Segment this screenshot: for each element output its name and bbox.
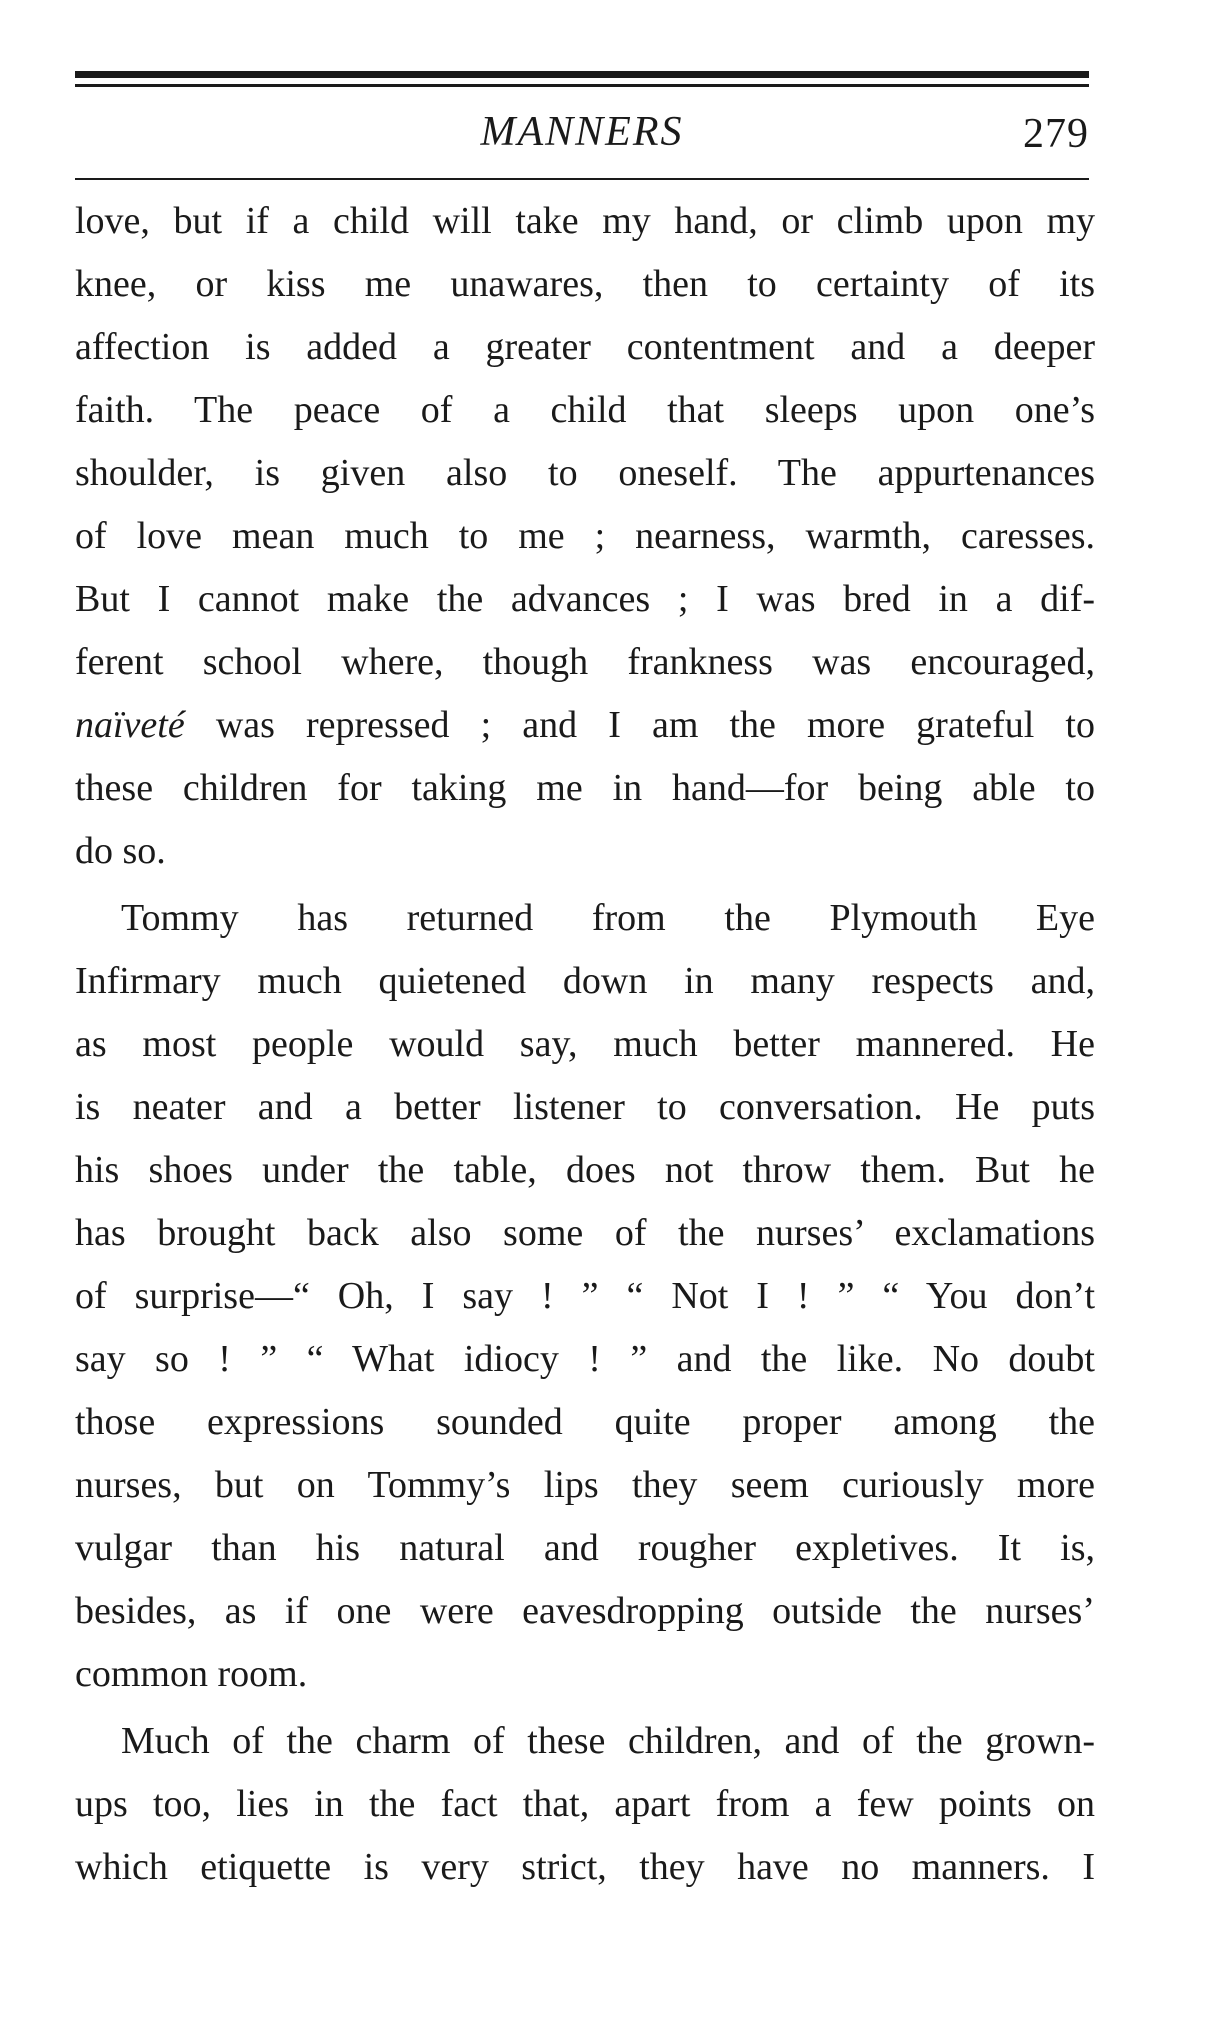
italic-word: naïveté [75, 704, 185, 746]
paragraph-1 [75, 190, 1095, 883]
text-line: But I cannot make the advances ; I was bred in a dif- [75, 578, 1095, 620]
text-line: besides, as if one were eavesdropping outside the nurses’ [75, 1590, 1095, 1632]
text-line: shoulder, is given also to oneself. The appurtenances [75, 452, 1095, 494]
text-line: has brought back also some of the nurses’ exclamations [75, 1212, 1095, 1254]
text-line: Much of the charm of these children, and of the grown- [121, 1720, 1095, 1762]
text-line: affection is added a greater contentment and a deeper [75, 326, 1095, 368]
text-line: those expressions sounded quite proper among the [75, 1401, 1095, 1443]
text-line: these children for taking me in hand—for being able to [75, 767, 1095, 809]
body-text [75, 190, 1095, 1899]
paragraph-2 [75, 887, 1095, 1706]
text-line: say so ! ” “ What idiocy ! ” and the like. No doubt [75, 1338, 1095, 1380]
text-line: knee, or kiss me unawares, then to certainty of its [75, 263, 1095, 305]
text-line-rest: was repressed ; and I am the more grateful to [184, 704, 1095, 746]
text-line: his shoes under the table, does not throw them. But he [75, 1149, 1095, 1191]
text-line: do so. [75, 830, 166, 872]
text-line: love, but if a child will take my hand, or climb upon my [75, 200, 1095, 242]
header-double-rule-thick [75, 71, 1089, 78]
text-line: faith. The peace of a child that sleeps upon one’s [75, 389, 1095, 431]
header-double-rule-thin [75, 84, 1089, 87]
running-title: MANNERS [480, 109, 684, 155]
running-head [75, 100, 1089, 170]
text-line: which etiquette is very strict, they have no manners. I [75, 1846, 1095, 1888]
text-line: vulgar than his natural and rougher expletives. It is, [75, 1527, 1095, 1569]
text-line: ferent school where, though frankness was encouraged, [75, 641, 1095, 683]
text-line-with-italic [75, 694, 1095, 757]
text-line: of love mean much to me ; nearness, warmth, caresses. [75, 515, 1095, 557]
paragraph-3 [75, 1710, 1095, 1899]
header-rule [75, 178, 1089, 180]
text-line: Infirmary much quietened down in many respects and, [75, 960, 1095, 1002]
page-number: 279 [1023, 111, 1089, 157]
text-line: as most people would say, much better mannered. He [75, 1023, 1095, 1065]
text-line: ups too, lies in the fact that, apart from a few points on [75, 1783, 1095, 1825]
text-line: is neater and a better listener to conversation. He puts [75, 1086, 1095, 1128]
text-line: nurses, but on Tommy’s lips they seem curiously more [75, 1464, 1095, 1506]
text-line: Tommy has returned from the Plymouth Eye [121, 897, 1095, 939]
text-line: of surprise—“ Oh, I say ! ” “ Not I ! ” “ You don’t [75, 1275, 1095, 1317]
text-line: common room. [75, 1653, 308, 1695]
